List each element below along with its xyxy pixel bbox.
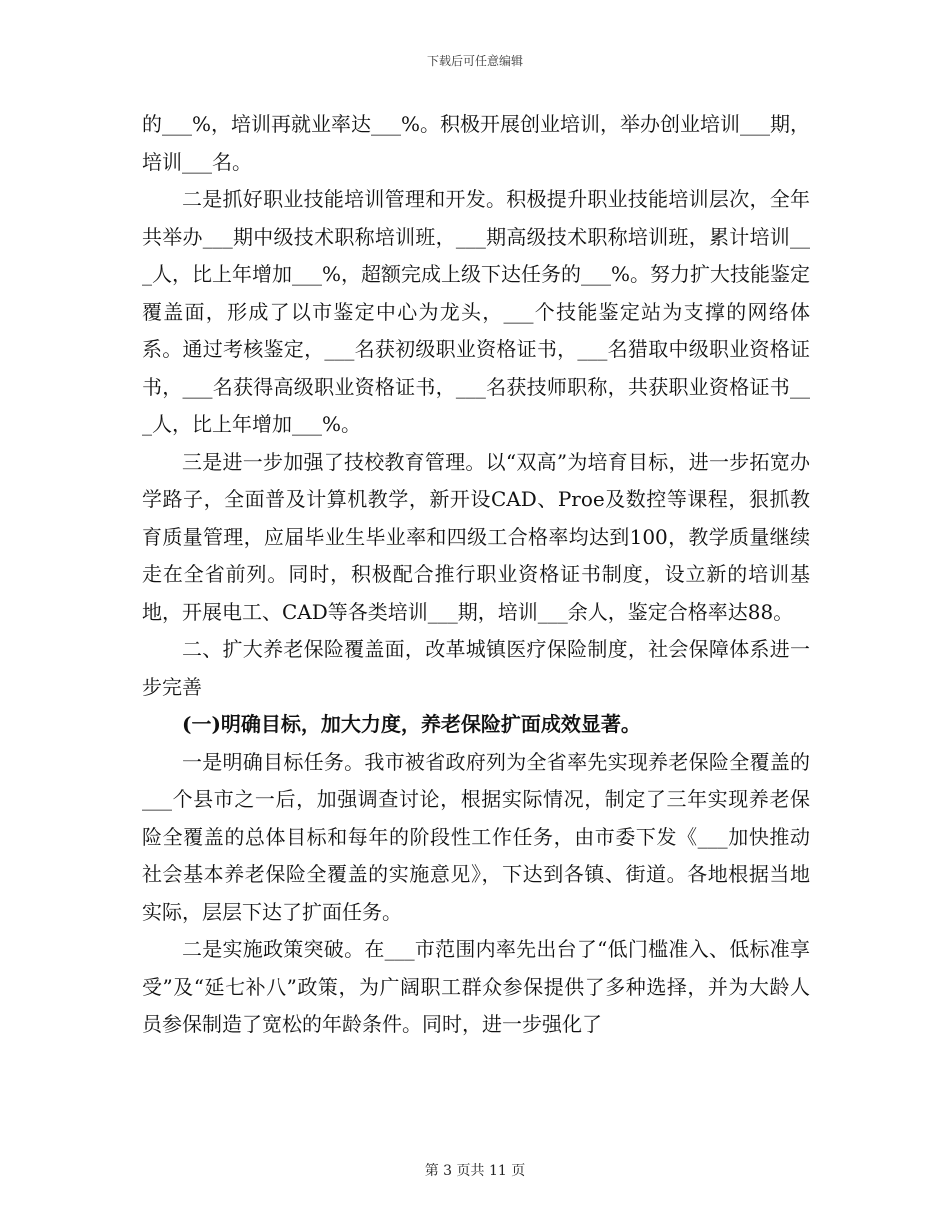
section-heading-social-security: 二、扩大养老保险覆盖面，改革城镇医疗保险制度，社会保障体系进一步完善 [142,637,810,699]
paragraph-technical-school: 三是进一步加强了技校教育管理。以“双高”为培育目标，进一步拓宽办学路子，全面普及计算机教学，新开设CAD、Proe及数控等课程，狠抓教育质量管理，应届毕业生毕业率和四级工合格率均达到100，教学质量继续走在全省前列。同时，积极配合推行职业资格证书制度，设立新的培训基地，开展电工、CAD等各类培训___期，培训___余人，鉴定合格率达88。 [142,449,810,624]
paragraph-policy-breakthrough: 二是实施政策突破。在___市范围内率先出台了“低门槛准入、低标准享受”及“延七补八”政策，为广阔职工群众参保提供了多种选择，并为大龄人员参保制造了宽松的年龄条件。同时，进一步强化了 [142,937,810,1036]
paragraph-vocational-training: 二是抓好职业技能培训管理和开发。积极提升职业技能培训层次，全年共举办___期中级技术职称培训班，___期高级技术职称培训班，累计培训___人，比上年增加___%，超额完成上级下达任务的___%。努力扩大技能鉴定覆盖面，形成了以市鉴定中心为龙头，___个技能鉴定站为支撑的网络体系。通过考核鉴定，___名获初级职业资格证书，___名猎取中级职业资格证书，___名获得高级职业资格证书，___名获技师职称，共获职业资格证书___人，比上年增加___%。 [142,187,811,436]
paragraph-continuation: 的___%，培训再就业率达___%。积极开展创业培训，举办创业培训___期，培训___名。 [142,112,811,174]
page-header: 下载后可任意编辑 [426,54,523,68]
subsection-heading-pension: (一)明确目标，加大力度，养老保险扩面成效显著。 [182,712,641,736]
paragraph-clear-targets: 一是明确目标任务。我市被省政府列为全省率先实现养老保险全覆盖的___个县市之一后，加强调查讨论，根据实际情况，制定了三年实现养老保险全覆盖的总体目标和每年的阶段性工作任务，由市委下发《___加快推动社会基本养老保险全覆盖的实施意见》，下达到各镇、街道。各地根据当地实际，层层下达了扩面任务。 [142,749,810,924]
document-body [142,106,810,1044]
page-number: 第 3 页共 11 页 [424,1163,526,1179]
